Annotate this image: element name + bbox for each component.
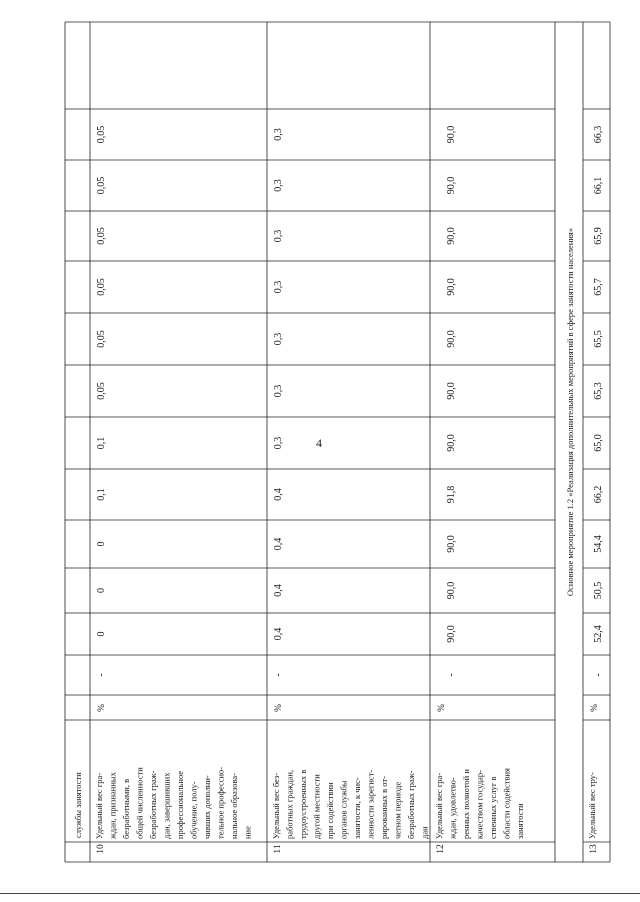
value-cell: 0,3 xyxy=(273,229,284,243)
value-cell: 65,5 xyxy=(593,330,604,348)
value-cell: 0,4 xyxy=(273,488,284,501)
indicator-text: ждан, удовлетво- xyxy=(447,777,458,839)
row-number: 11 xyxy=(273,844,283,854)
indicator-text: ние xyxy=(242,826,253,839)
value-cell: 90,0 xyxy=(446,581,457,600)
value-cell: 65,3 xyxy=(593,382,604,400)
value-cell: 50,5 xyxy=(593,581,604,600)
value-cell: 0,1 xyxy=(96,436,107,450)
row-number: 13 xyxy=(589,844,599,854)
value-cell: 90,0 xyxy=(446,535,457,553)
row-number: 12 xyxy=(436,844,446,854)
value-cell: 65,0 xyxy=(593,434,604,452)
value-cell: 90,0 xyxy=(446,125,457,144)
value-cell: 0,05 xyxy=(96,330,107,348)
value-cell: 52,4 xyxy=(593,625,604,643)
unit-cell: % xyxy=(590,704,600,712)
indicator-text: занятости xyxy=(515,803,525,839)
indicator-text: дан, завершивших xyxy=(161,772,172,839)
indicator-text: трудоустроенных в xyxy=(298,769,308,839)
indicator-text: Удельный вес гра- xyxy=(434,772,444,839)
value-cell: 65,7 xyxy=(593,278,604,296)
indicator-text: работных граждан, xyxy=(284,770,295,839)
value-cell: 0,05 xyxy=(96,382,107,400)
indicator-text: рированных в от- xyxy=(379,776,389,839)
unit-cell: % xyxy=(274,704,284,712)
indicator-text: обучение, полу- xyxy=(188,781,199,839)
indicator-text: области содействия xyxy=(501,768,512,839)
value-cell: 66,3 xyxy=(593,125,604,144)
value-cell: 0,3 xyxy=(273,332,284,346)
indicator-text: качеством государ- xyxy=(474,769,485,839)
unit-cell: % xyxy=(437,704,447,712)
indicator-text: ждан, признанных xyxy=(107,772,118,839)
row-label-continuation: службы занятости xyxy=(73,772,83,838)
value-cell: 90,0 xyxy=(446,330,457,348)
indicator-text: ренных полнотой и xyxy=(461,769,471,839)
value-cell: 0,1 xyxy=(96,488,107,501)
value-cell: 0,3 xyxy=(273,384,284,398)
value-cell: 0,3 xyxy=(273,128,284,141)
value-cell: 0,4 xyxy=(273,537,284,551)
section-title: Основное мероприятие 1.2 «Реализация дополнительных мероприятий в сфере занятости населения» xyxy=(565,227,575,597)
value-cell: - xyxy=(593,673,604,677)
indicator-text: безработных граж- xyxy=(406,770,416,839)
value-cell: 0,05 xyxy=(96,278,107,296)
page-bottom-rule xyxy=(0,893,640,894)
value-cell: 0 xyxy=(96,588,107,593)
value-cell: 0,3 xyxy=(273,280,284,294)
indicator-text: профессиональное xyxy=(175,770,185,839)
value-cell: 91,8 xyxy=(446,485,457,504)
indicator-text: ленности зарегист- xyxy=(365,769,376,839)
value-cell: 90,0 xyxy=(446,278,457,296)
value-cell: 0,05 xyxy=(96,125,107,144)
value-cell: - xyxy=(96,673,107,677)
value-cell: 90,0 xyxy=(446,227,457,245)
value-cell: 0,4 xyxy=(273,627,284,641)
value-cell: 90,0 xyxy=(446,176,457,195)
value-cell: 90,0 xyxy=(446,382,457,400)
value-cell: 66,1 xyxy=(593,176,604,195)
indicator-text: при содействии xyxy=(325,782,335,839)
page-number: 4 xyxy=(316,436,322,450)
indicator-text: тельное профессио- xyxy=(215,766,226,839)
value-cell: - xyxy=(273,673,284,677)
indicator-text: нальное образова- xyxy=(229,773,239,839)
value-cell: - xyxy=(446,673,457,677)
value-cell: 0 xyxy=(96,541,107,547)
indicator-text: занятости, к чис- xyxy=(352,777,362,839)
indicator-text: Удельный вес тру- xyxy=(587,772,597,839)
indicator-text: органов службы xyxy=(338,780,349,839)
indicator-text: Удельный вес гра- xyxy=(94,772,104,839)
value-cell: 0,3 xyxy=(273,179,284,192)
value-cell: 90,0 xyxy=(446,434,457,452)
value-cell: 65,9 xyxy=(593,227,604,245)
indicator-text: четном периоде xyxy=(392,781,403,839)
value-cell: 0,05 xyxy=(96,227,107,245)
row-number: 10 xyxy=(96,844,106,854)
indicator-text: Удельный вес без- xyxy=(271,772,281,839)
indicator-text: дан xyxy=(419,826,430,839)
value-cell: 0,05 xyxy=(96,176,107,195)
value-cell: 0 xyxy=(96,631,107,637)
value-cell: 90,0 xyxy=(446,625,457,643)
value-cell: 0,3 xyxy=(273,436,284,450)
indicator-text: чивших дополни- xyxy=(202,775,212,839)
value-cell: 54,4 xyxy=(593,535,604,553)
indicator-text: безработными, в xyxy=(121,778,131,839)
indicator-text: общей численности xyxy=(134,767,145,839)
indicator-text: безработных граж- xyxy=(148,770,158,839)
value-cell: 66,2 xyxy=(593,485,604,504)
indicator-text: другой местности xyxy=(311,774,322,839)
value-cell: 0,4 xyxy=(273,584,284,597)
unit-cell: % xyxy=(97,704,107,712)
indicator-text: ственных услуг в xyxy=(488,776,498,839)
